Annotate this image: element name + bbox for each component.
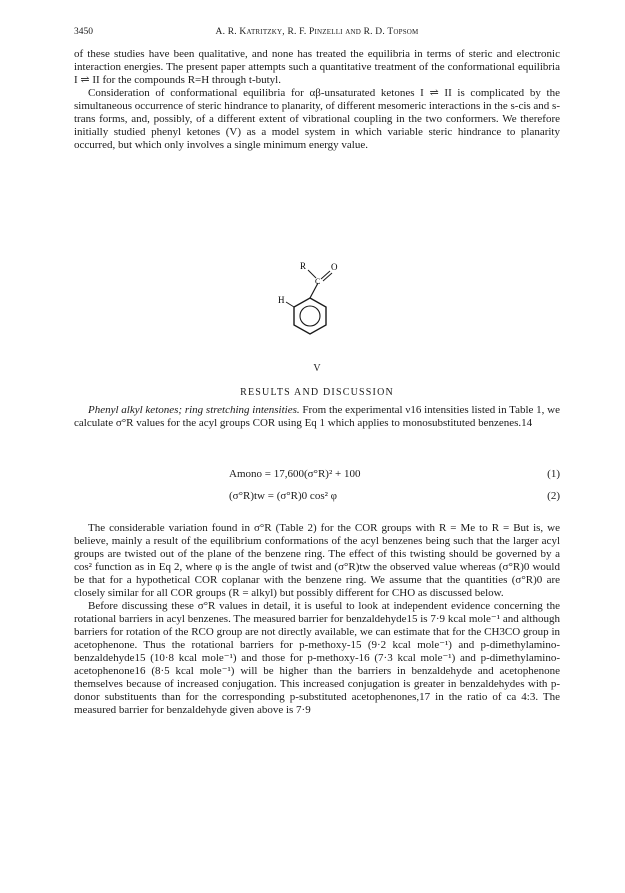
aromatic-circle — [300, 306, 320, 326]
intro-paragraph-2: Consideration of conformational equilibria for αβ-unsaturated ketones I ⇌ II is complicated by the simultaneous occurrence of steric hindrance to planarity, of different mesomeric interactions in the s-cis and s-trans forms, and, possibly, of a different extent of vibrational coupling in the two conformers. We therefore initially studied phenyl ketones (V) as a model system in which variable steric hindrance to planarity occurred, but which only involves a single minimum energy value. — [74, 87, 560, 151]
equation-1-number: (1) — [547, 468, 560, 480]
equation-2-expression: (σ°R)tw = (σ°R)0 cos² φ — [229, 490, 337, 502]
results-intro — [74, 404, 560, 430]
benzene-ring — [294, 298, 326, 334]
atom-h: H — [278, 295, 285, 305]
equation-1-expression: Amono = 17,600(σ°R)² + 100 — [229, 468, 361, 480]
results-paragraph-1-text: From the experimental ν16 intensities listed in Table 1, we calculate σ°R values for the acyl groups COR using Eq 1 which applies to monosubstituted benzenes.14 — [74, 404, 560, 429]
atom-o: O — [331, 262, 338, 272]
equation-2 — [74, 490, 560, 506]
equation-1 — [74, 468, 560, 484]
body-paragraph-2: The considerable variation found in σ°R (Table 2) for the COR groups with R = Me to R = But is, we believe, mainly a result of the equilibrium conformations of the acyl benzenes being such that the larger acyl groups are twisted out of the plane of the benzene ring. The effect of this twisting should be governed by a cos² function as in Eq 2, where φ is the angle of twist and (σ°R)tw the observed value whereas (σ°R)0 would be that for a hypothetical COR coplanar with the benzene ring. We assume that the quantities (σ°R)0 are closely similar for all COR groups (R = alkyl) but possibly different for CHO as discussed below. — [74, 522, 560, 599]
atom-r: R — [300, 261, 307, 271]
atom-c: C — [315, 277, 321, 286]
carbonyl-bond-1 — [321, 271, 330, 279]
run-in-heading: Phenyl alkyl ketones; ring stretching intensities. — [88, 404, 300, 416]
page-number: 3450 — [74, 27, 93, 37]
phenyl-ketone-structure — [270, 258, 350, 348]
intro-paragraph-1: of these studies have been qualitative, and none has treated the equilibria in terms of steric and electronic interaction energies. The present paper attempts such a quantitative treatment of the conformational equilibria I ⇌ II for the compounds R=H through t-butyl. — [74, 48, 560, 86]
results-paragraph-1 — [74, 404, 560, 430]
body-paragraph-3: Before discussing these σ°R values in detail, it is useful to look at independent evidence concerning the rotational barriers in acyl benzenes. The measured barrier for benzaldehyde15 is 7·9 kcal mole⁻¹ and although barriers for rotation of the RCO group are not directly available, we can estimate that for the CH3CO group in acetophenone. Thus the rotational barriers for p-methoxy-15 (9·2 kcal mole⁻¹) and p-dimethylamino-benzaldehyde15 (10·8 kcal mole⁻¹) and those for p-methoxy-16 (7·3 kcal mole⁻¹) and p-dimethylamino-acetophenone16 (8·5 kcal mole⁻¹) will be higher than the barriers in benzaldehyde and acetophenone themselves because of increased conjugation. This increased conjugation is greater in benzaldehydes with p-donor substituents than for the corresponding p-substituted acetophenones,17 in the ratio of ca 4:3. The measured barrier for benzaldehyde given above is 7·9 — [74, 600, 560, 716]
section-heading: RESULTS AND DISCUSSION — [240, 387, 394, 398]
ortho-h-bond — [286, 302, 294, 307]
body-text — [74, 522, 560, 717]
compound-label: V — [313, 363, 321, 374]
running-authors: A. R. Katritzky, R. F. Pinzelli and R. D. Topsom — [215, 27, 419, 37]
equation-2-number: (2) — [547, 490, 560, 502]
intro-text — [74, 48, 560, 152]
carbonyl-bond-2 — [323, 273, 332, 281]
